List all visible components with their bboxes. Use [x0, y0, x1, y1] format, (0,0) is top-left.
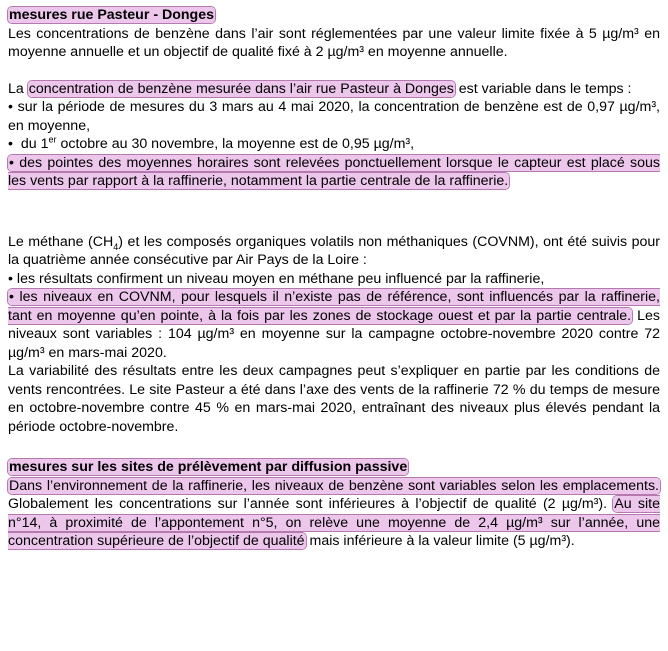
- benzene-regulation-paragraph: Les concentrations de benzène dans l’air sont réglementées par une valeur limite fixée à 5 µg/m³ en moyenne annuelle et un objectif de qualité fixé à 2 µg/m³ en moyenne annuelle.: [8, 25, 660, 60]
- bullet-covnm: • les niveaux en COVNM, pour lesquels il n’existe pas de référence, sont influencés par la raffinerie, tant en moyenne qu’en pointe, à la fois par les zones de stockage ouest et par la partie centrale. Les niveaux sont variables : 104 µg/m³ en moyenne sur la campagne octobre-novembre 2020 contre 72 µg/m³ en mars-mai 2020.: [8, 288, 660, 362]
- passive-diffusion-paragraph: Dans l’environnement de la raffinerie, les niveaux de benzène sont variables selon les emplacements. Globalement les concentrations sur l’année sont inférieures à l’objectif de qualité (2 µg/m³). Au site n°14, à proximité de l’appontement n°5, on relève une moyenne de 2,4 µg/m³ sur l’année, une concentration supérieure de l’objectif de qualité mais inférieure à la valeur limite (5 µg/m³).: [8, 477, 660, 549]
- heading-highlight: mesures sur les sites de prélèvement par diffusion passive: [9, 459, 408, 475]
- bullet-hourly-peaks: [8, 154, 660, 191]
- benzene-concentration-highlight: concentration de benzène mesurée dans l’air rue Pasteur à Donges: [28, 80, 454, 97]
- bullet-march-may: • sur la période de mesures du 3 mars au 4 mai 2020, la concentration de benzène est de 0,97 µg/m³, en moyenne,: [8, 98, 660, 135]
- site-14-highlight: Au site n°14, à proximité de l’appontement n°5, on relève une moyenne de 2,4 µg/m³ sur l’année, une concentration supérieure de l’objectif de qualité: [8, 496, 660, 549]
- bullet-october-november: • du 1er octobre au 30 novembre, la moyenne est de 0,95 µg/m³,: [8, 135, 660, 154]
- environment-highlight: Dans l’environnement de la raffinerie, les niveaux de benzène sont variables selon les emplacements.: [9, 477, 659, 494]
- methane-covnm-paragraph: Le méthane $(CH_4)$ et les composés organiques volatils non méthaniques (COVNM), ont été suivis pour la quatrième année consécutive par Air Pays de la Loire :: [8, 233, 661, 268]
- covnm-highlight: • les niveaux en COVNM, pour lesquels il n’existe pas de référence, sont influencés par la raffinerie, tant en moyenne qu’en pointe, à la fois par les zones de stockage ouest et par la partie centrale.: [8, 289, 660, 324]
- bullet-methane: • les résultats confirment un niveau moyen en méthane peu influencé par la raffinerie,: [8, 270, 660, 289]
- heading-highlight: mesures rue Pasteur - Donges: [9, 7, 215, 23]
- wind-variability-paragraph: La variabilité des résultats entre les deux campagnes peut s’expliquer en partie par les conditions de vents rencontrées. Le site Pasteur a été dans l’axe des vents de la raffinerie 72 % du temps de mesure en octobre-novembre contre 45 % en mars-mai 2020, entraînant des niveaux plus élevés pendant la période octobre-novembre.: [8, 363, 660, 435]
- section-heading-passive-diffusion: [8, 458, 660, 477]
- document-page: [8, 6, 660, 551]
- hourly-peaks-highlight: • des pointes des moyennes horaires sont relevées ponctuellement lorsque le capteur est placé sous les vents par rapport à la raffinerie, notamment la partie centrale de la raffinerie.: [8, 155, 660, 190]
- section-heading-pasteur: [8, 6, 660, 25]
- benzene-variability-paragraph: La concentration de benzène mesurée dans l’air rue Pasteur à Donges est variable dans le temps :: [8, 80, 632, 97]
